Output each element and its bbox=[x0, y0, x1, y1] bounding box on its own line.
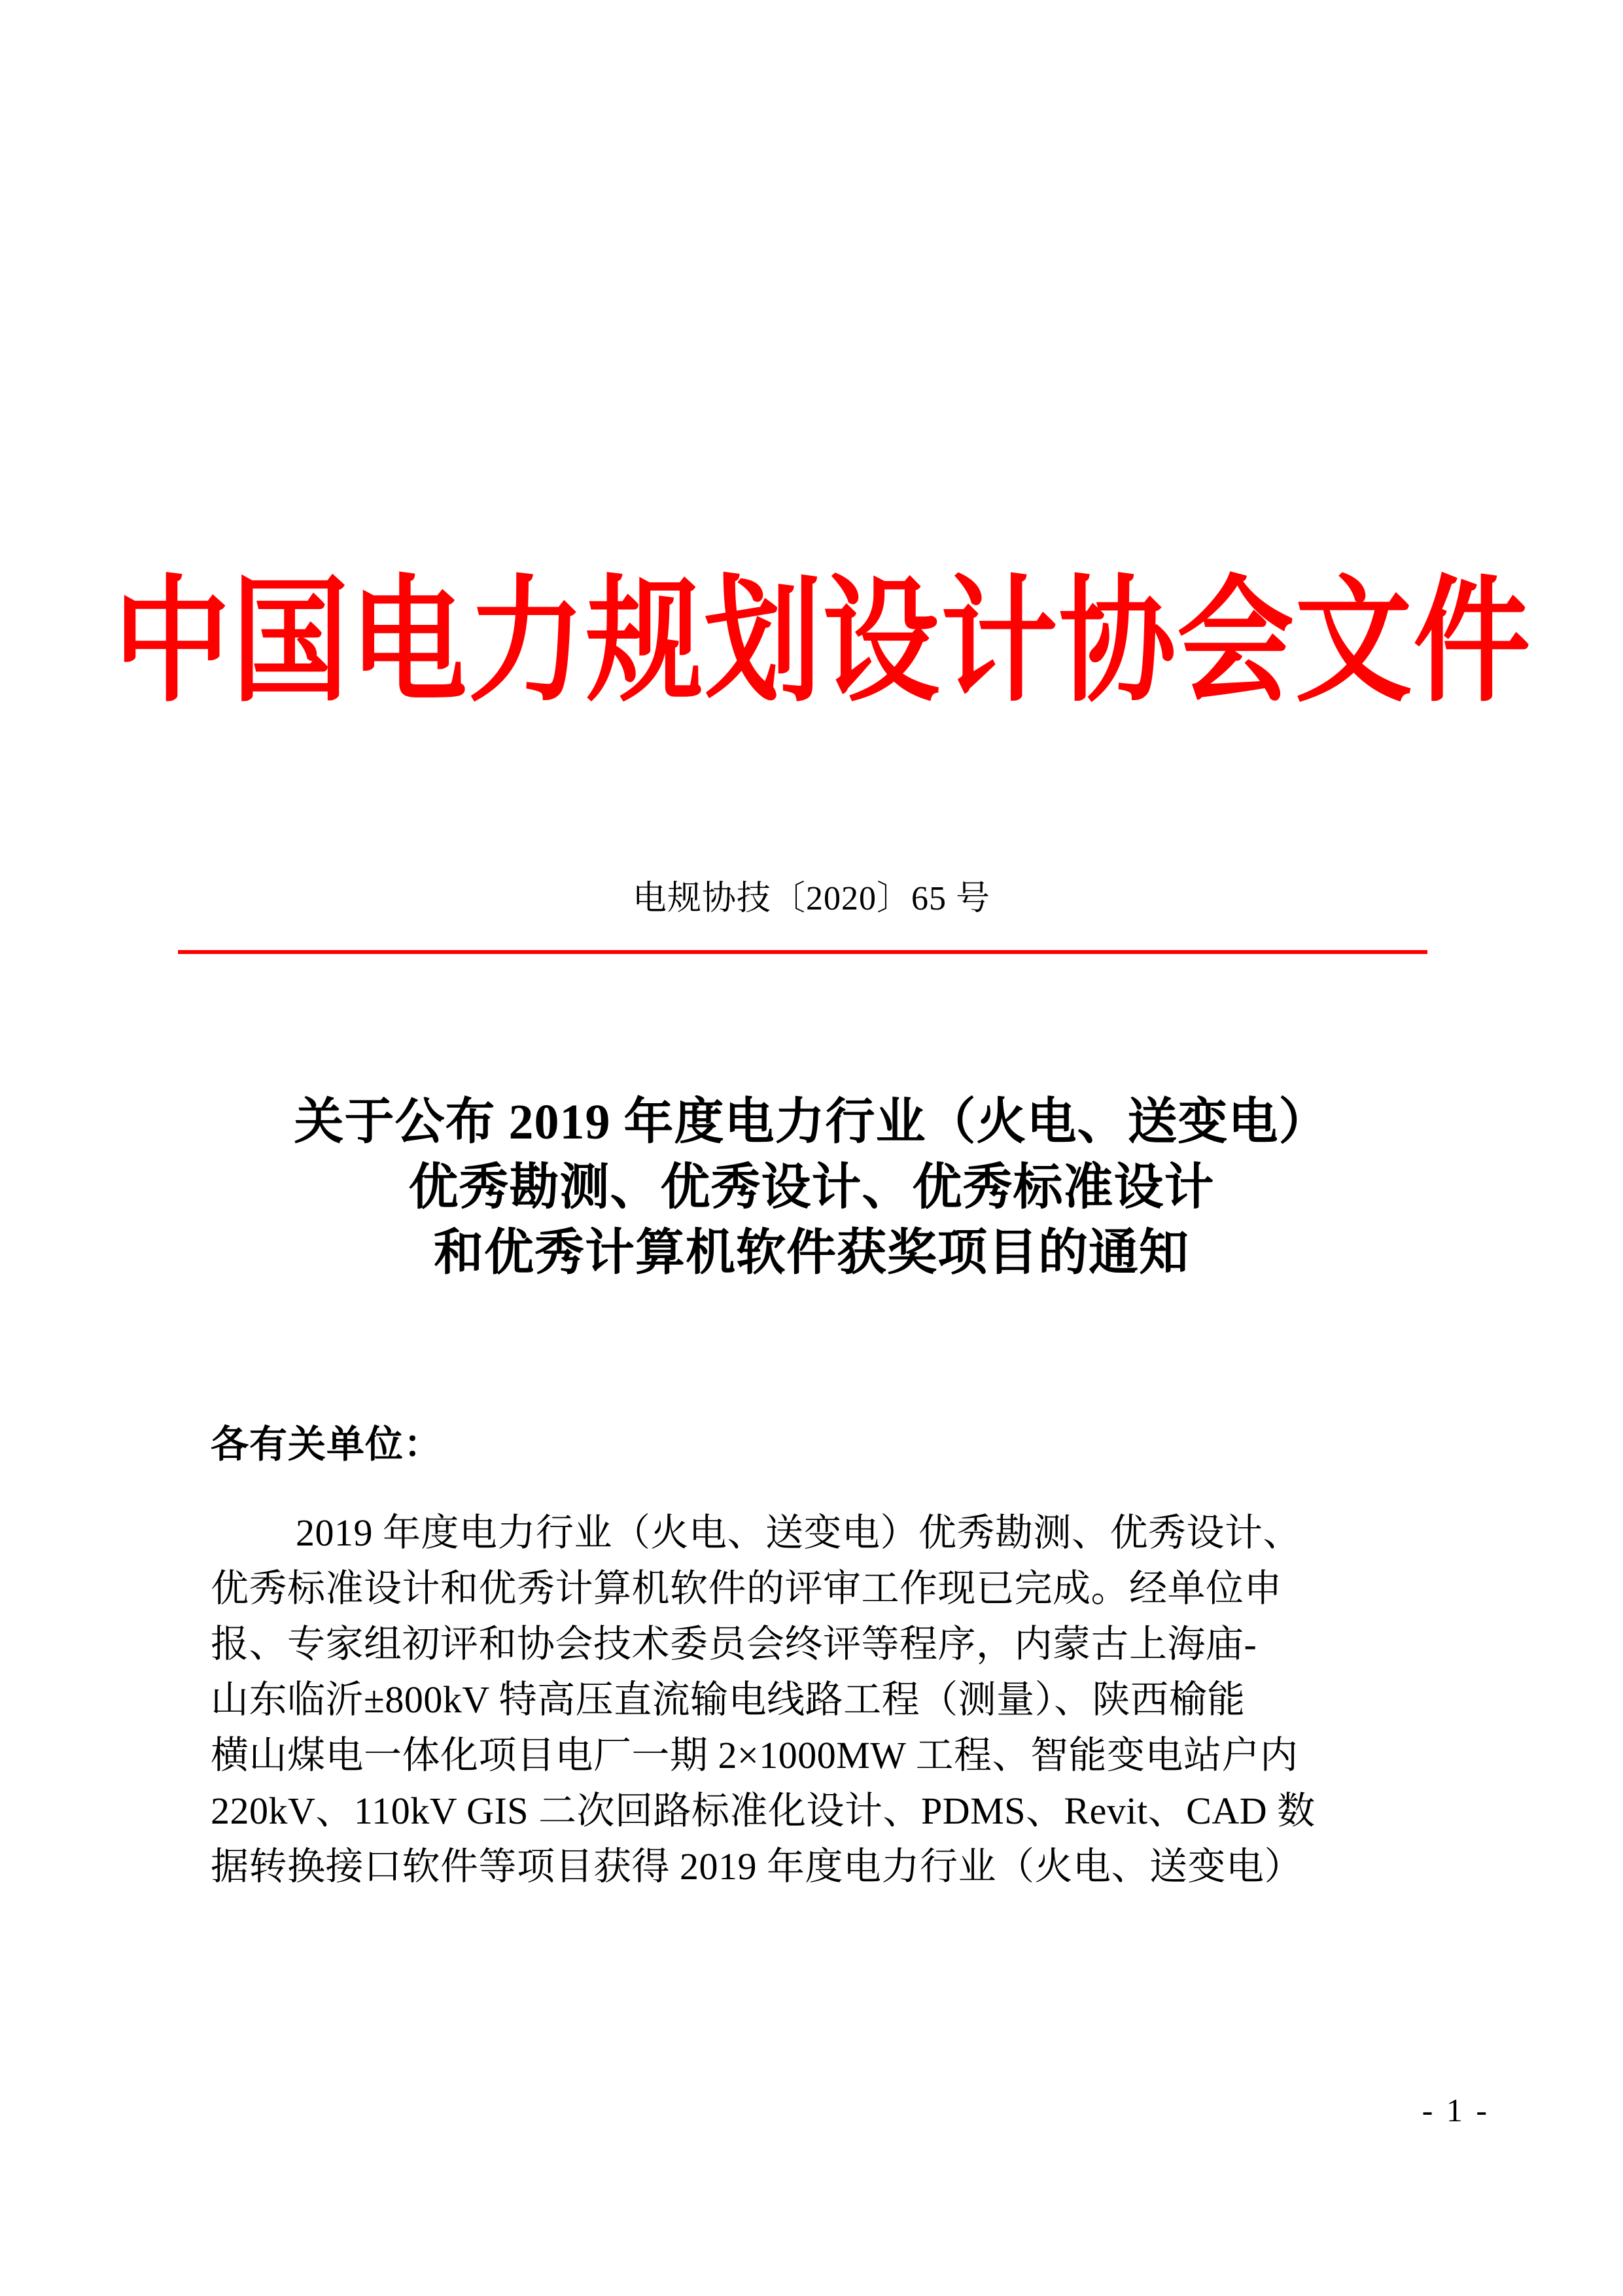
body-paragraph bbox=[211, 1505, 1418, 1894]
salutation: 各有关单位： bbox=[211, 1423, 443, 1466]
body-line: 山东临沂±800kV 特高压直流输电线路工程（测量）、陕西榆能 bbox=[211, 1678, 1246, 1721]
document-title-block bbox=[118, 1089, 1505, 1286]
body-line: 优秀标准设计和优秀计算机软件的评审工作现已完成。经单位申 bbox=[211, 1567, 1283, 1610]
body-line: 据转换接口软件等项目获得 2019 年度电力行业（火电、送变电） bbox=[211, 1845, 1303, 1888]
body-line: 横山煤电一体化项目电厂一期 2×1000MW 工程、智能变电站户内 bbox=[211, 1734, 1299, 1776]
body-line: 报、专家组初评和协会技术委员会终评等程序，内蒙古上海庙- bbox=[211, 1623, 1257, 1665]
title-line-2: 优秀勘测、优秀设计、优秀标准设计 bbox=[408, 1160, 1215, 1215]
body-line: 2019 年度电力行业（火电、送变电）优秀勘测、优秀设计、 bbox=[296, 1511, 1302, 1554]
title-line-3: 和优秀计算机软件获奖项目的通知 bbox=[434, 1226, 1189, 1280]
document-serial-number: 电规协技〔2020〕65 号 bbox=[632, 880, 990, 917]
red-separator-rule bbox=[178, 950, 1427, 954]
title-line-1: 关于公布 2019 年度电力行业（火电、送变电） bbox=[294, 1095, 1329, 1150]
masthead-title: 中国电力规划设计协会文件 bbox=[113, 567, 1531, 718]
body-line: 220kV、110kV GIS 二次回路标准化设计、PDMS、Revit、CAD 数 bbox=[211, 1790, 1316, 1832]
page-number: - 1 - bbox=[1422, 2092, 1490, 2128]
